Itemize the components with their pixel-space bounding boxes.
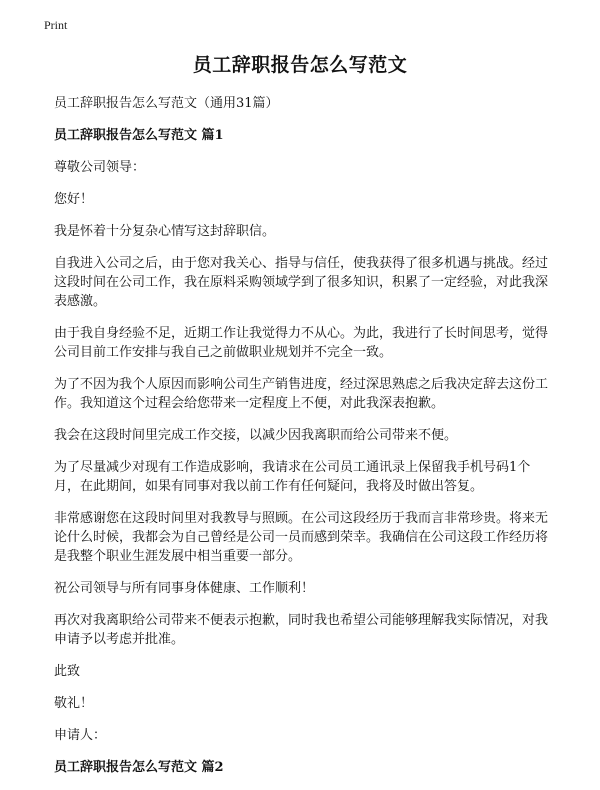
applicant-line: 申请人： (54, 728, 107, 743)
section-heading-2: 员工辞职报告怎么写范文 篇2 (54, 760, 224, 775)
document-subtitle: 员工辞职报告怎么写范文（通用31篇） (54, 96, 279, 111)
body-paragraph: 祝公司领导与所有同事身体健康、工作顺利！ (54, 581, 315, 596)
body-paragraph: 由于我自身经验不足，近期工作让我觉得力不从心。为此，我进行了长时间思考，觉得公司目前工作安排与我自己之前做职业规划并不完全一致。 (54, 326, 549, 360)
salutation: 尊敬公司领导： (54, 160, 146, 175)
document-title: 员工辞职报告怎么写范文 (192, 54, 408, 76)
body-paragraph: 我会在这段时间里完成工作交接，以减少因我离职而给公司带来不便。 (54, 428, 458, 443)
body-paragraph: 再次对我离职给公司带来不便表示抱歉，同时我也希望公司能够理解我实际情况，对我申请予以考虑并批准。 (54, 613, 549, 647)
section-heading-1: 员工辞职报告怎么写范文 篇1 (54, 128, 224, 143)
body-paragraph: 为了不因为我个人原因而影响公司生产销售进度，经过深思熟虑之后我决定辞去这份工作。我知道这个过程会给您带来一定程度上不便，对此我深表抱歉。 (54, 377, 549, 411)
body-paragraph: 为了尽量减少对现有工作造成影响，我请求在公司员工通讯录上保留我手机号码1个月，在此期间，如果有同事对我以前工作有任何疑问，我将及时做出答复。 (54, 460, 531, 494)
closing-salute: 敬礼！ (54, 696, 94, 711)
greeting: 您好！ (54, 192, 94, 207)
body-paragraph: 非常感谢您在这段时间里对我教导与照顾。在公司这段经历于我而言非常珍贵。将来无论什么时候，我都会为自己曾经是公司一员而感到荣幸。我确信在公司这段工作经历将是我整个职业生涯发展中相当重要一部分。 (54, 511, 549, 564)
document-body (54, 94, 554, 790)
body-paragraph: 自我进入公司之后，由于您对我关心、指导与信任，使我获得了很多机遇与挑战。经过这段时间在公司工作，我在原料采购领域学到了很多知识，积累了一定经验，对此我深表感激。 (54, 256, 549, 309)
print-label: Print (44, 18, 68, 32)
closing-phrase: 此致 (54, 664, 81, 679)
body-paragraph: 我是怀着十分复杂心情写这封辞职信。 (54, 224, 276, 239)
